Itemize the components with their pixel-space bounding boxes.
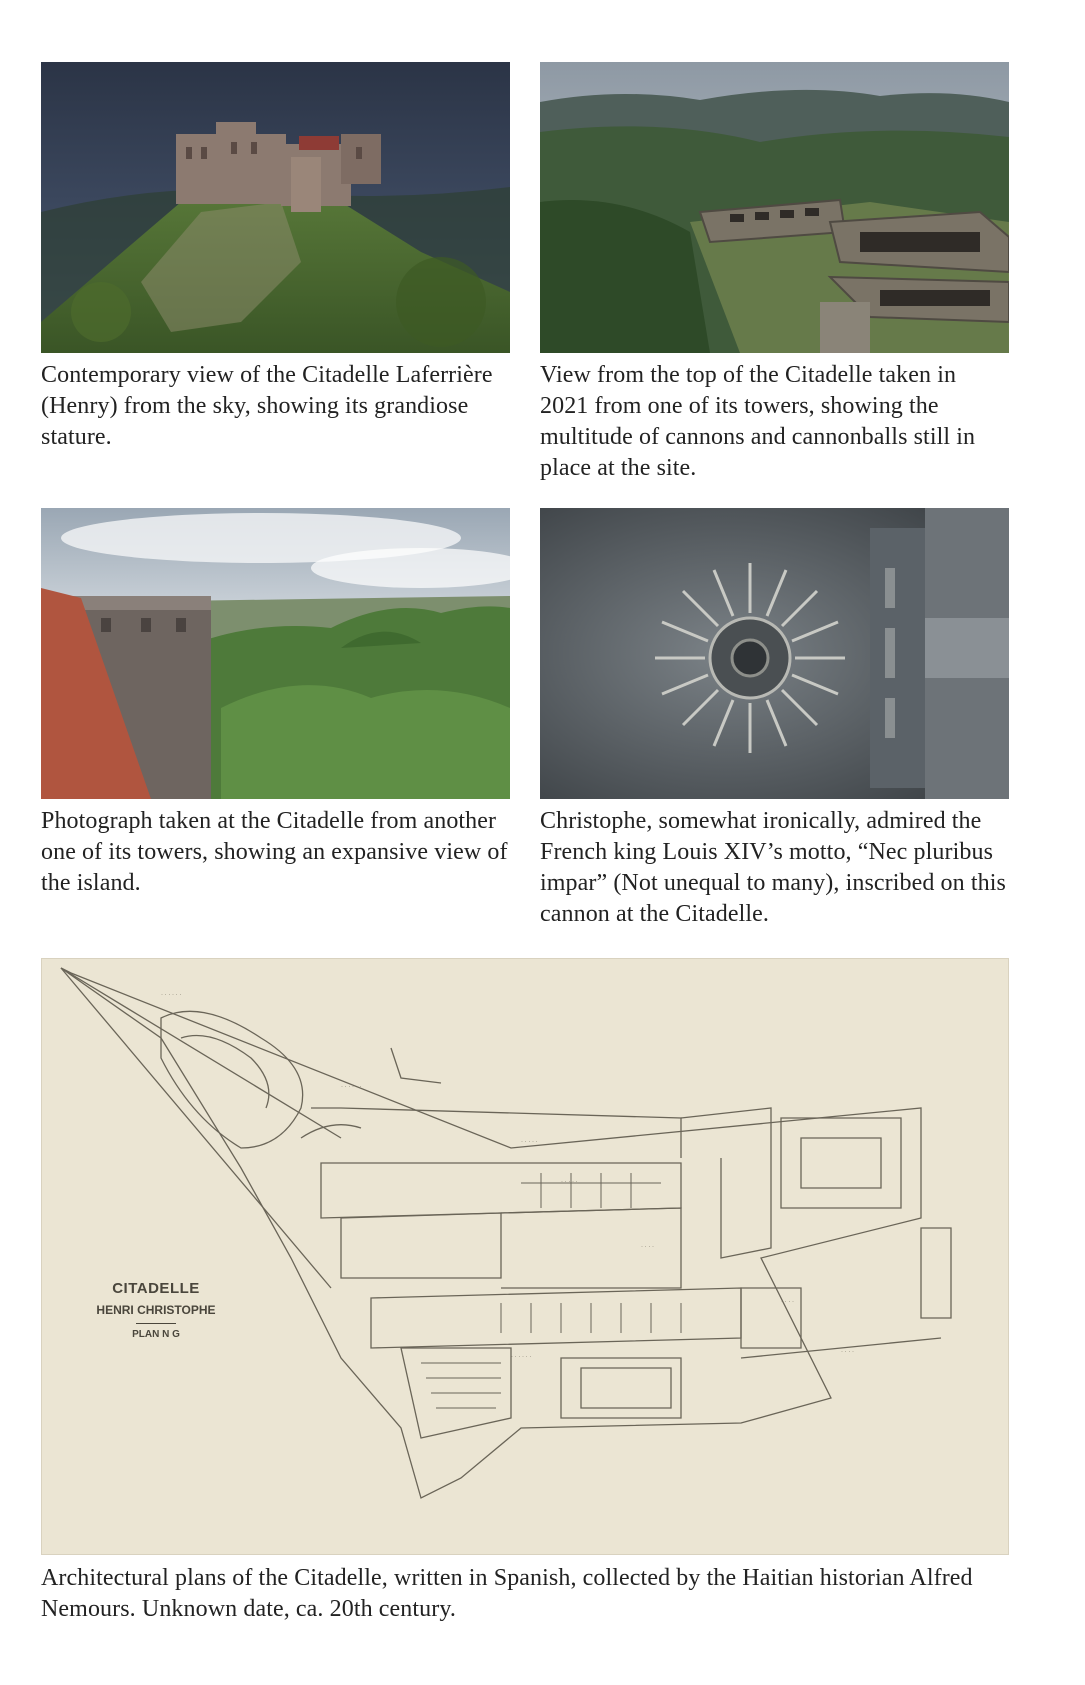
caption-photo-4: Christophe, somewhat ironically, admired the French king Louis XIV’s motto, “Nec pluribus impar” (Not unequal to many), inscribed on this cannon at the Citadelle. bbox=[540, 808, 1006, 927]
plan-title-line1: CITADELLE bbox=[112, 1280, 200, 1297]
plan-title-line3: PLAN N G bbox=[132, 1329, 180, 1340]
caption-photo-1: Contemporary view of the Citadelle Laferrière (Henry) from the sky, showing its grandiose stature. bbox=[41, 362, 493, 450]
caption-plan: Architectural plans of the Citadelle, written in Spanish, collected by the Haitian historian Alfred Nemours. Unknown date, ca. 20th century. bbox=[41, 1565, 973, 1622]
svg-text:· · · · · ·: · · · · · · bbox=[511, 1354, 532, 1360]
architectural-plan-drawing bbox=[41, 958, 1009, 1555]
photo-cannon-emblem bbox=[540, 508, 1009, 799]
svg-text:· · · · · ·: · · · · · · bbox=[161, 992, 182, 998]
photo-island-view bbox=[41, 508, 510, 799]
svg-text:· · · · ·: · · · · · bbox=[521, 1139, 538, 1145]
svg-text:· · · · ·: · · · · · bbox=[561, 1179, 578, 1185]
svg-text:· · · · · ·: · · · · · · bbox=[341, 1084, 362, 1090]
plan-title-block bbox=[81, 1280, 231, 1340]
caption-photo-2: View from the top of the Citadelle taken in 2021 from one of its towers, showing the multitude of cannons and cannonballs still in place at the site. bbox=[540, 362, 976, 481]
svg-text:· · · ·: · · · · bbox=[641, 1244, 654, 1250]
photo-citadelle-top-view bbox=[540, 62, 1009, 353]
plan-title-divider bbox=[136, 1323, 176, 1324]
photo-citadelle-aerial bbox=[41, 62, 510, 353]
svg-text:· · · ·: · · · · bbox=[781, 1299, 794, 1305]
caption-photo-3: Photograph taken at the Citadelle from another one of its towers, showing an expansive view of the island. bbox=[41, 808, 508, 896]
plan-title-line2: HENRI CHRISTOPHE bbox=[96, 1303, 216, 1317]
svg-text:· · · ·: · · · · bbox=[841, 1349, 854, 1355]
